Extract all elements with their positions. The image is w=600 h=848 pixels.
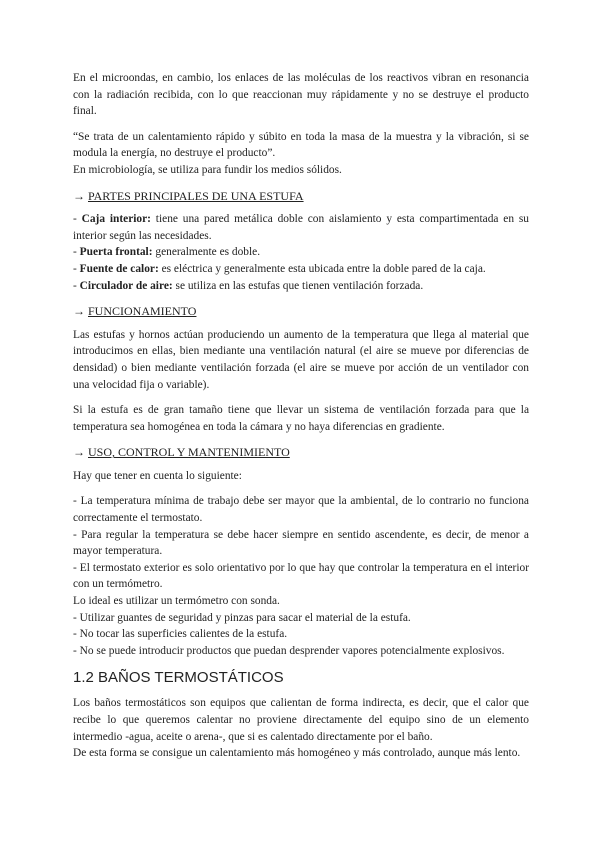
term-circulador-aire: Circulador de aire: [79,279,173,292]
list-item [73,278,529,295]
list-item [73,211,529,244]
desc-fuente-calor: es eléctrica y generalmente esta ubicada entre la doble pared de la caja. [158,262,486,275]
heading-partes [73,188,529,205]
funcionamiento-paragraph-2: Si la estufa es de gran tamaño tiene que llevar un sistema de ventilación forzada para que la temperatura sea homogénea en toda la cámara y no haya diferencias en gradiente. [73,404,529,433]
heading-funcionamiento [73,303,529,320]
intro-paragraph-microondas: En el microondas, en cambio, los enlaces de las moléculas de los reactivos vibran en resonancia con la radiación recibida, con lo que reaccionan muy rápidamente y no se destruye el producto final. [73,72,529,118]
arrow-icon: → [73,188,88,203]
uso-line: - El termostato exterior es solo orientativo por lo que hay que controlar la temperatura en el interior con un termómetro. [73,561,529,591]
list-dash: - [73,213,82,226]
uso-line: - Para regular la temperatura se debe hacer siempre en sentido ascendente, es decir, de menor a mayor temperatura. [73,528,529,558]
uso-line: - La temperatura mínima de trabajo debe ser mayor que la ambiental, de lo contrario no funciona correctamente el termostato. [73,495,529,525]
list-item [73,244,529,261]
intro-quote: “Se trata de un calentamiento rápido y súbito en toda la masa de la muestra y la vibración, si se modula la energía, no destruye el producto”. [73,130,529,160]
arrow-icon: → [73,445,88,460]
desc-caja-interior: tiene una pared metálica doble con aislamiento y esta compartimentada en su interior según las necesidades. [73,213,529,242]
banos-paragraph-1: Los baños termostáticos son equipos que calientan de forma indirecta, es decir, que el calor que recibe lo que queremos calentar no proviene directamente del equipo sino de un elemento intermedio -agua, aceite o arena-, que si es calentado directamente por el baño. [73,697,529,743]
heading-funcionamiento-text: FUNCIONAMIENTO [88,304,197,319]
list-dash: - [73,246,80,259]
section-title-banos: 1.2 BAÑOS TERMOSTÁTICOS [73,669,284,687]
heading-partes-text: PARTES PRINCIPALES DE UNA ESTUFA [88,188,304,203]
term-fuente-calor: Fuente de calor: [79,262,159,275]
arrow-icon: → [73,304,88,319]
uso-intro: Hay que tener en cuenta lo siguiente: [73,469,242,482]
funcionamiento-paragraph-1: Las estufas y hornos actúan produciendo un aumento de la temperatura que llega al material que introducimos en ellas, bien mediante una ventilación natural (el aire se mueve por diferencias de densidad) o bien mediante ventilación forzada (el aire se mueve por acción de un ventilador con una velocidad fija o variable). [73,328,529,391]
heading-uso-text: USO, CONTROL Y MANTENIMIENTO [88,445,290,460]
desc-puerta-frontal: generalmente es doble. [152,246,261,259]
heading-uso [73,444,529,461]
uso-line: - No tocar las superficies calientes de la estufa. [73,628,288,641]
document-page [73,70,529,762]
banos-paragraph-2: De esta forma se consigue un calentamiento más homogéneo y más controlado, aunque más lento. [73,747,521,760]
term-puerta-frontal: Puerta frontal: [79,246,153,259]
uso-line: - No se puede introducir productos que puedan desprender vapores potencialmente explosivos. [73,644,505,657]
desc-circulador-aire: se utiliza en las estufas que tienen ventilación forzada. [172,279,424,292]
uso-line: Lo ideal es utilizar un termómetro con sonda. [73,595,280,608]
list-item [73,261,529,278]
uso-line: - Utilizar guantes de seguridad y pinzas para sacar el material de la estufa. [73,611,411,624]
term-caja-interior: Caja interior: [81,213,151,226]
intro-microbiologia: En microbiología, se utiliza para fundir los medios sólidos. [73,163,342,176]
list-dash: - [73,279,80,292]
list-dash: - [73,262,80,275]
